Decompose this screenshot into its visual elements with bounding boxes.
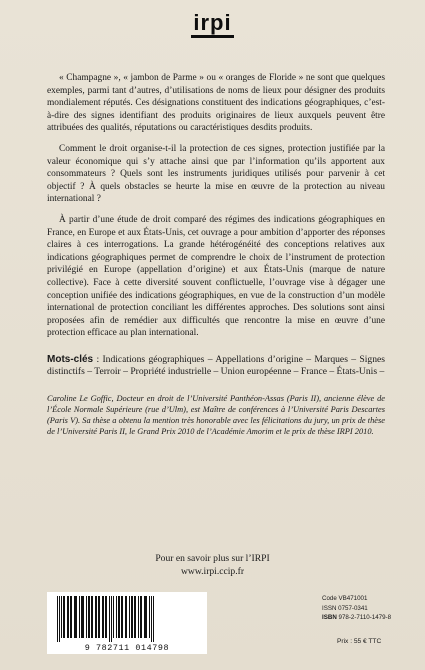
barcode-bar (91, 596, 93, 638)
cover-text (47, 72, 385, 437)
keywords-block (47, 354, 385, 379)
barcode-bar (67, 596, 69, 638)
isbn-value: 978-2-7110-1479-8 (336, 614, 392, 622)
barcode-bar (105, 596, 107, 638)
barcode-bars (47, 592, 207, 644)
isbn-line (322, 613, 391, 623)
barcode-bar (144, 596, 147, 638)
keywords-text: : Indications géographiques – Appellations d’origine – Marques – Signes distinctifs – Terroir – Propriété industrielle – Union européenne – France – États-Unis – (47, 353, 385, 378)
barcode-digits: 9 782711 014798 (84, 643, 170, 653)
code-line: Code VB471001 (322, 595, 368, 602)
barcode-bar (102, 596, 104, 638)
barcode-bar (111, 596, 112, 642)
barcode-bar (86, 596, 87, 638)
website-link[interactable]: www.irpi.ccip.fr (180, 566, 245, 577)
barcode-bar (109, 596, 110, 642)
barcode-bar (70, 596, 72, 638)
barcode-bar (113, 596, 114, 638)
logo-container (0, 12, 425, 38)
paragraph-questions: Comment le droit organise-t-il la protection de ces signes, protection justifiée par la valeur économique qui s’y attache ainsi que par l’information qu’ils apportent aux consommateurs ? Quels sont les instruments juridiques utilisés pour parvenir à cet objectif ? À quels obstacles se heurte la mise en œuvre de la protection au niveau international ? (47, 143, 385, 205)
barcode-bar (88, 596, 90, 638)
barcode-bar (116, 596, 117, 638)
barcode-bar (81, 596, 84, 638)
codes-block (322, 594, 391, 623)
barcode-bar (125, 596, 127, 638)
paragraph-study: À partir d’une étude de droit comparé des régimes des indications géographiques en France, en Europe et aux États-Unis, cet ouvrage a pour ambition d’apporter des réponses claires à ces interrogations. La grande hétérogénéité des conceptions relatives aux indications géographiques permet de comprendre le choix de l’instrument de protection privilégié en Europe (appellation d’origine) et aux États-Unis (marque de nature collective). Face à cette diversité souvent conflictuelle, l’ouvrage vise à dégager une conception unifiée des indications géographiques, en vue de la construction d’un modèle international de protection conciliant les différentes approches. Des solutions sont ainsi proposées afin de remédier aux difficultés que rencontre la mise en œuvre d’une protection efficace au plan international. (47, 214, 385, 339)
barcode-bar (134, 596, 136, 638)
author-bio: Caroline Le Goffic, Docteur en droit de l’Université Panthéon-Assas (Paris II), ancienne élève de l’École Normale Supérieure (rue d’Ulm), est Maître de conférences à l’Université Paris Descartes (Paris V). Sa thèse a obtenu la mention très honorable avec les félicitations du jury, un prix de thèse de l’Université Paris II, le Grand Prix 2010 de l’Académie Amorim et le prix de thèse IRPI 2010. (47, 394, 385, 437)
barcode-bar (131, 596, 133, 638)
barcode (47, 592, 207, 654)
barcode-bar (140, 596, 142, 638)
barcode-bar (74, 596, 77, 638)
barcode-bar (121, 596, 123, 638)
barcode-bar (153, 596, 154, 642)
paragraph-intro: « Champagne », « jambon de Parme » ou « oranges de Floride » ne sont que quelques exemples, parmi tant d’autres, d’utilisations de noms de lieux pour désigner des produits mondialement réputés. Ces désignations constituent des indications géographiques, c’est-à-dire des signes identifiant des produits originaires de lieux auxquels peuvent être attribuées des qualités, réputations ou caractéristiques desdits produits. (47, 73, 385, 134)
barcode-bar (63, 596, 65, 638)
keywords-label: Mots-clés (47, 353, 94, 365)
barcode-bar (79, 596, 80, 638)
barcode-bar (138, 596, 139, 638)
more-info-label: Pour en savoir plus sur l’IRPI (155, 553, 270, 564)
barcode-bar (59, 596, 60, 642)
isbn-label: ISBN (322, 614, 337, 622)
barcode-bar (95, 596, 97, 638)
barcode-bar (149, 596, 150, 638)
barcode-bar (129, 596, 130, 638)
barcode-bar (98, 596, 100, 638)
barcode-bar (118, 596, 120, 638)
more-info (0, 552, 425, 578)
issn-line: ISSN 0757-0341 (322, 604, 368, 612)
price: Prix : 55 € TTC (337, 638, 382, 645)
barcode-bar (151, 596, 152, 642)
irpi-logo: irpi (191, 12, 233, 38)
barcode-bar (61, 596, 62, 638)
barcode-bar (57, 596, 58, 642)
